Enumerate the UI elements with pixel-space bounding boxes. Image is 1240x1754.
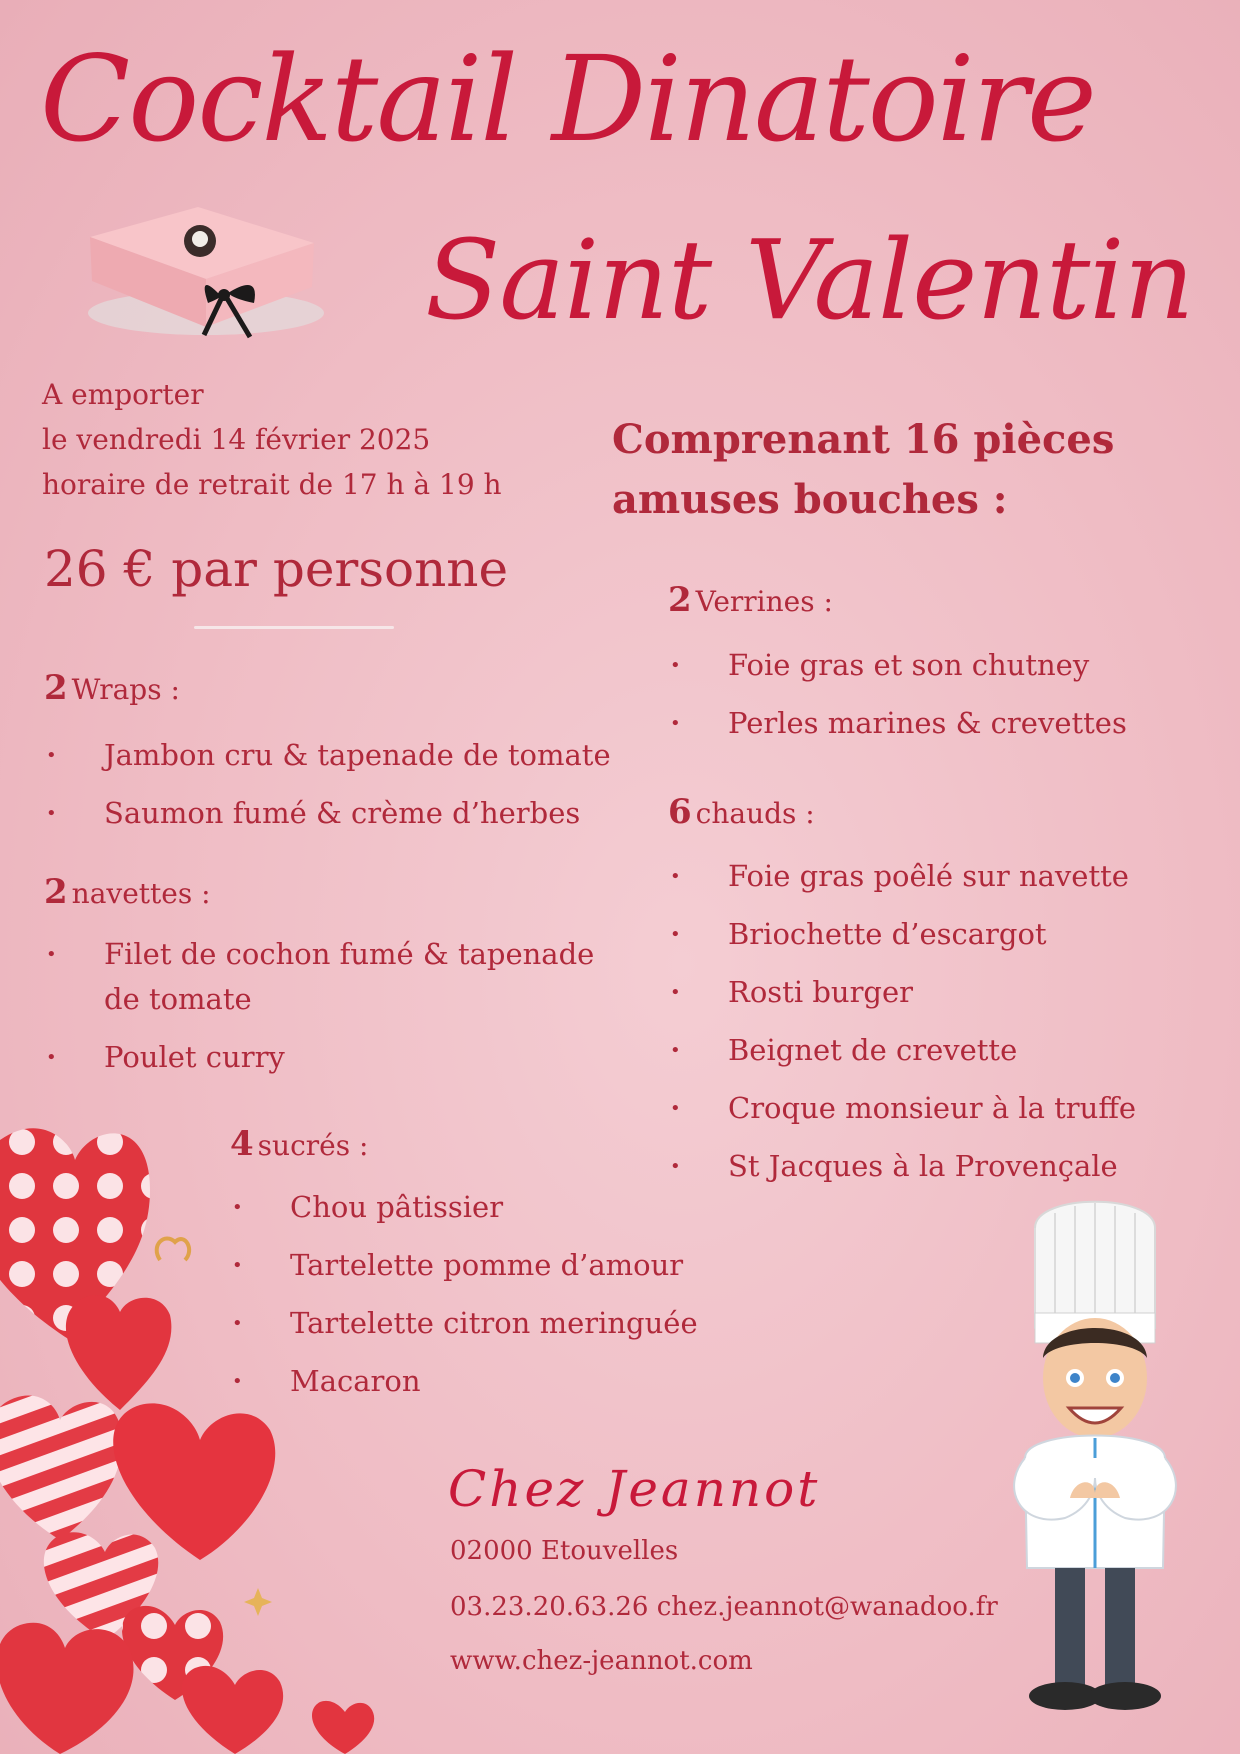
list-item: • Saumon fumé & crème d’herbes [44, 791, 644, 836]
list-item: • St Jacques à la Provençale [668, 1144, 1228, 1189]
bullet-icon: • [46, 803, 57, 824]
bullet-icon: • [670, 713, 681, 734]
list-item: • Chou pâtissier [230, 1185, 790, 1230]
brand-name: Chez Jeannot [448, 1460, 821, 1518]
bullet-icon: • [670, 1098, 681, 1119]
list-item: • Perles marines & crevettes [668, 701, 1228, 746]
bullet-icon: • [232, 1255, 243, 1276]
list-item: • Beignet de crevette [668, 1028, 1228, 1073]
bullet-icon: • [670, 1156, 681, 1177]
verrines-title [668, 580, 833, 620]
gift-box-image [78, 195, 328, 345]
wraps-list [44, 733, 644, 849]
contact-phone-email[interactable]: 03.23.20.63.26 chez.jeannot@wanadoo.fr [450, 1592, 998, 1622]
divider [194, 626, 394, 629]
bullet-icon: • [670, 655, 681, 676]
navettes-list [44, 932, 614, 1093]
list-item: • Poulet curry [44, 1035, 614, 1080]
wraps-title [44, 668, 180, 708]
price: 26 € par personne [44, 540, 509, 598]
list-item: • Tartelette citron meringuée [230, 1301, 790, 1346]
list-item: • Briochette d’escargot [668, 912, 1228, 957]
bullet-icon: • [670, 924, 681, 945]
pickup-line-2: le vendredi 14 février 2025 [42, 423, 431, 456]
hearts-decoration [0, 1120, 420, 1754]
bullet-icon: • [46, 944, 57, 965]
verrines-count: 2 [668, 580, 692, 620]
verrines-list [668, 643, 1228, 759]
bullet-icon: • [670, 866, 681, 887]
list-item: • Tartelette pomme d’amour [230, 1243, 790, 1288]
bullet-icon: • [232, 1313, 243, 1334]
bullet-icon: • [670, 1040, 681, 1061]
title-line-2: Saint Valentin [425, 216, 1194, 344]
chauds-label: chauds : [695, 797, 815, 830]
list-item: • Macaron [230, 1359, 790, 1404]
wraps-count: 2 [44, 668, 68, 708]
chauds-count: 6 [668, 792, 692, 832]
bullet-icon: • [232, 1197, 243, 1218]
pickup-line-3: horaire de retrait de 17 h à 19 h [42, 468, 502, 501]
chauds-title [668, 792, 815, 832]
contact-address: 02000 Etouvelles [450, 1536, 679, 1566]
wraps-label: Wraps : [71, 673, 180, 706]
sucres-label: sucrés : [257, 1129, 369, 1162]
list-item: • Croque monsieur à la truffe [668, 1086, 1228, 1131]
bullet-icon: • [46, 745, 57, 766]
chauds-list [668, 854, 1228, 1202]
pickup-line-1: A emporter [42, 378, 204, 411]
navettes-label: navettes : [71, 877, 211, 910]
list-item: • Filet de cochon fumé & tapenade de tomate [44, 932, 614, 1022]
contact-website[interactable]: www.chez-jeannot.com [450, 1646, 753, 1676]
list-item: • Rosti burger [668, 970, 1228, 1015]
summary-line-1: Comprenant 16 pièces [612, 416, 1115, 463]
chef-illustration [995, 1188, 1195, 1728]
navettes-title [44, 872, 211, 912]
summary-line-2: amuses bouches : [612, 476, 1008, 523]
list-item: • Foie gras et son chutney [668, 643, 1228, 688]
title-line-1: Cocktail Dinatoire [40, 30, 1095, 168]
verrines-label: Verrines : [695, 585, 833, 618]
navettes-count: 2 [44, 872, 68, 912]
list-item: • Foie gras poêlé sur navette [668, 854, 1228, 899]
bullet-icon: • [232, 1371, 243, 1392]
pickup-info [42, 372, 502, 507]
list-item: • Jambon cru & tapenade de tomate [44, 733, 644, 778]
sucres-count: 4 [230, 1124, 254, 1164]
bullet-icon: • [46, 1047, 57, 1068]
summary-heading [612, 410, 1114, 530]
bullet-icon: • [670, 982, 681, 1003]
